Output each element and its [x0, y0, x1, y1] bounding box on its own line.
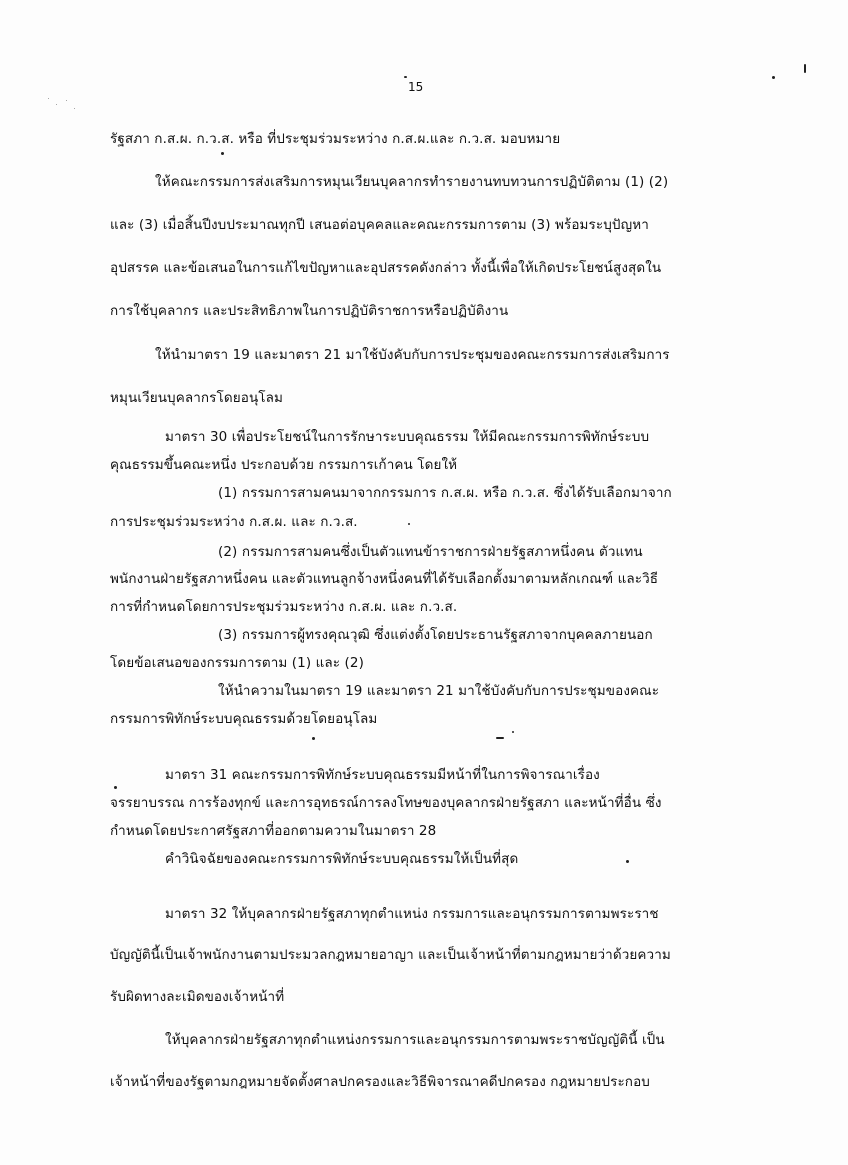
text-line: ให้คณะกรรมการส่งเสริมการหมุนเวียนบุคลากรทำรายงานทบทวนการปฏิบัติตาม (1) (2) [155, 174, 669, 190]
text-line: การที่กำหนดโดยการประชุมร่วมระหว่าง ก.ส.ผ. และ ก.ว.ส. [110, 599, 458, 615]
scan-speck [221, 152, 224, 155]
text-line: การประชุมร่วมระหว่าง ก.ส.ผ. และ ก.ว.ส. [110, 514, 358, 530]
text-line: หมุนเวียนบุคลากรโดยอนุโลม [110, 390, 284, 406]
text-line: คุณธรรมขึ้นคณะหนึ่ง ประกอบด้วย กรรมการเก้าคน โดยให้ [110, 457, 458, 473]
text-line: มาตรา 31 คณะกรรมการพิทักษ์ระบบคุณธรรมมีหน้าที่ในการพิจารณาเรื่อง [165, 767, 600, 783]
text-line: กรรมการพิทักษ์ระบบคุณธรรมด้วยโดยอนุโลม [110, 711, 378, 727]
text-line: โดยข้อเสนอของกรรมการตาม (1) และ (2) [110, 655, 364, 671]
text-line: (1) กรรมการสามคนมาจากกรรมการ ก.ส.ผ. หรือ ก.ว.ส. ซึ่งได้รับเลือกมาจาก [218, 485, 672, 501]
scan-speck [114, 786, 117, 789]
scan-speck [56, 104, 57, 105]
text-line: รับผิดทางละเมิดของเจ้าหน้าที่ [110, 989, 285, 1005]
scan-speck [804, 64, 806, 73]
scan-speck [404, 76, 407, 78]
text-line: เจ้าหน้าที่ของรัฐตามกฎหมายจัดตั้งศาลปกครองและวิธีพิจารณาคดีปกครอง กฎหมายประกอบ [110, 1074, 650, 1090]
text-line: ให้บุคลากรฝ่ายรัฐสภาทุกตำแหน่งกรรมการและอนุกรรมการตามพระราชบัญญัตินี้ เป็น [165, 1032, 665, 1048]
text-line: (2) กรรมการสามคนซึ่งเป็นตัวแทนข้าราชการฝ่ายรัฐสภาหนึ่งคน ตัวแทน [218, 544, 643, 560]
scan-speck [626, 860, 629, 863]
text-line: จรรยาบรรณ การร้องทุกข์ และการอุทธรณ์การลงโทษของบุคลากรฝ่ายรัฐสภา และหน้าที่อื่น ซึ่ง [110, 795, 662, 811]
scan-speck [66, 100, 67, 101]
scan-speck [408, 523, 410, 525]
text-line: ให้นำความในมาตรา 19 และมาตรา 21 มาใช้บังคับกับการประชุมของคณะ [218, 683, 660, 699]
text-line: (3) กรรมการผู้ทรงคุณวุฒิ ซึ่งแต่งตั้งโดยประธานรัฐสภาจากบุคคลภายนอก [218, 627, 653, 643]
text-line: พนักงานฝ่ายรัฐสภาหนึ่งคน และตัวแทนลูกจ้างหนึ่งคนที่ได้รับเลือกตั้งมาตามหลักเกณฑ์ และวิธี [110, 571, 659, 587]
text-line: กำหนดโดยประกาศรัฐสภาที่ออกตามความในมาตรา 28 [110, 823, 437, 839]
text-line: การใช้บุคลากร และประสิทธิภาพในการปฏิบัติราชการหรือปฏิบัติงาน [110, 303, 509, 319]
scan-speck [74, 108, 75, 109]
text-line: บัญญัตินี้เป็นเจ้าพนักงานตามประมวลกฎหมายอาญา และเป็นเจ้าหน้าที่ตามกฎหมายว่าด้วยความ [110, 947, 671, 963]
scan-speck [48, 98, 49, 99]
scan-speck [772, 76, 775, 79]
scan-speck [496, 737, 504, 739]
text-line: คำวินิจฉัยของคณะกรรมการพิทักษ์ระบบคุณธรรมให้เป็นที่สุด [165, 851, 519, 867]
text-line: และ (3) เมื่อสิ้นปีงบประมาณทุกปี เสนอต่อบุคคลและคณะกรรมการตาม (3) พร้อมระบุปัญหา [110, 217, 649, 233]
text-line: มาตรา 30 เพื่อประโยชน์ในการรักษาระบบคุณธรรม ให้มีคณะกรรมการพิทักษ์ระบบ [165, 429, 650, 445]
scan-speck [512, 731, 514, 733]
scan-speck [312, 737, 315, 740]
text-line: อุปสรรค และข้อเสนอในการแก้ไขปัญหาและอุปสรรคดังกล่าว ทั้งนี้เพื่อให้เกิดประโยชน์สูงสุดใน [110, 260, 662, 276]
text-line: รัฐสภา ก.ส.ผ. ก.ว.ส. หรือ ที่ประชุมร่วมระหว่าง ก.ส.ผ.และ ก.ว.ส. มอบหมาย [110, 131, 561, 147]
page-number: 15 [408, 80, 424, 94]
text-line: มาตรา 32 ให้บุคลากรฝ่ายรัฐสภาทุกตำแหน่ง กรรมการและอนุกรรมการตามพระราช [165, 906, 659, 922]
text-line: ให้นำมาตรา 19 และมาตรา 21 มาใช้บังคับกับการประชุมของคณะกรรมการส่งเสริมการ [155, 347, 670, 363]
